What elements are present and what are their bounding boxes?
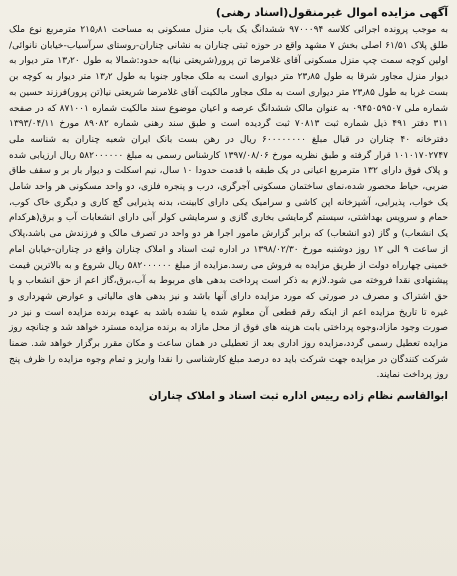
notice-title: آگهی مزایده اموال غیرمنقول(اسناد رهنی) [215,6,448,19]
notice-body: به موجب پرونده اجرائی کلاسه ۹۷۰۰۰۹۴ ششدانگ یک باب منزل مسکونی به مساحت ۲۱۵٫۸۱ مترمربع نوع ملک طلق پلاک ۶۱/۵۱ اصلی بخش ۷ مشهد واقع در حوزه ثبتی چناران به نشانی چناران-روستای سرآسیاب-خیابان نانوائی/اولین کوچه سمت چپ منزل مسکونی آقای غلامرضا تن پرور(شریعتی نیا)به حدود:شمالا به طول ۱۳٫۲۰ متر دیوار به دیوار منزل مجاور شرقا به طول ۲۳٫۸۵ متر دیواری است به ملک مجاور جنوبا به طول ۱۳٫۲ متر دیوار به کوچه بن بست غربا به طول ۲۳٫۸۵ متر دیواری است به ملک مجاور مالکیت آقای غلامرضا شریعتی نیا(تن پرور)فرزند حسین به شماره ملی ۰۹۴۵۰۵۹۵۰۷ به عنوان مالک ششدانگ عرصه و اعیان موضوع سند مالکیت شماره ۸۷۱۰۰۱ که در صفحه ۳۱۱ دفتر ۴۹۱ ذیل شماره ثبت ۷۰۸۱۳ ثبت گردیده است و طبق سند رهنی شماره ۸۹۰۸۲ مورخ ۱۳۹۳/۰۴/۱۱ دفترخانه ۴۰ چناران در قبال مبلغ ۶۰۰۰۰۰۰۰۰ ریال در رهن بست بانک ایران شعبه چناران به شناسه ملی ۱۰۱۰۱۷۰۲۷۴۷ قرار گرفته و طبق نظریه مورخ ۱۳۹۷/۰۸/۰۶ کارشناس رسمی به مبلغ ۵۸۲۰۰۰۰۰۰ ریال ارزیابی شده و پلاک فوق دارای ۱۳۲ مترمربع اعیانی در یک طبقه با قدمت حدودا ۱۰ سال، نیم اسکلت و دیوار بار بر و سقف طاق ضربی، حیاط محصور شده،نمای ساختمان مسکونی آجرگری، درب و پنجره فلزی، دو واحد مسکونی هر واحد شامل یک خواب، پذیرایی، آشپزخانه اپن کاشی و سرامیک یکی دارای کابینت، بدنه پذیرایی گچ کاری و دیگری خاک کوب، حمام و سرویس بهداشتی، سیستم گرمایشی بخاری گازی و سرمایشی کولر آبی دارای انشعابات آب و برق(هرکدام یک انشعاب) و گاز (دو انشعاب) که برابر گزارش مامور اجرا هر دو واحد در تصرف مالک و فرزندش می باشد،پلاک از ساعت ۹ الی ۱۲ روز دوشنبه مورخ ۱۳۹۸/۰۲/۳۰ در اداره ثبت اسناد و املاک چناران واقع در چناران-خیابان امام خمینی چهارراه دولت از طریق مزایده به فروش می رسد.مزایده از مبلغ ۵۸۲۰۰۰۰۰۰ ریال شروع و به بالاترین قیمت پیشنهادی نقدا فروخته می شود.لازم به ذکر است پرداخت بدهی های مربوط به آب،برق،گاز اعم از حق انشعاب و یا حق اشتراک و مصرف در صورتی که مورد مزایده دارای آنها باشد و نیز بدهی های مالیاتی و عوارض شهرداری و غیره تا تاریخ مزایده اعم از اینکه رقم قطعی آن معلوم شده یا نشده باشد به عهده برنده مزایده است و نیز در صورت وجود مازاد،وجوه پرداختی بابت هزینه های فوق از محل مازاد به برنده مزایده مسترد خواهد شد و چنانچه روز مزایده تعطیل رسمی گردد،مزایده روز اداری بعد از تعطیلی در همان ساعت و مکان مقرر برگزار خواهد شد. ضمنا شرکت کنندگان در مزایده جهت شرکت باید ده درصد مبلغ کارشناسی را نقدا واریز و تمام وجوه مزایده را ظرف پنج روز پرداخت نمایند. [9,25,449,381]
notice-signature: ابوالقاسم نظام زاده رییس اداره ثبت اسناد و املاک چناران [148,390,448,403]
